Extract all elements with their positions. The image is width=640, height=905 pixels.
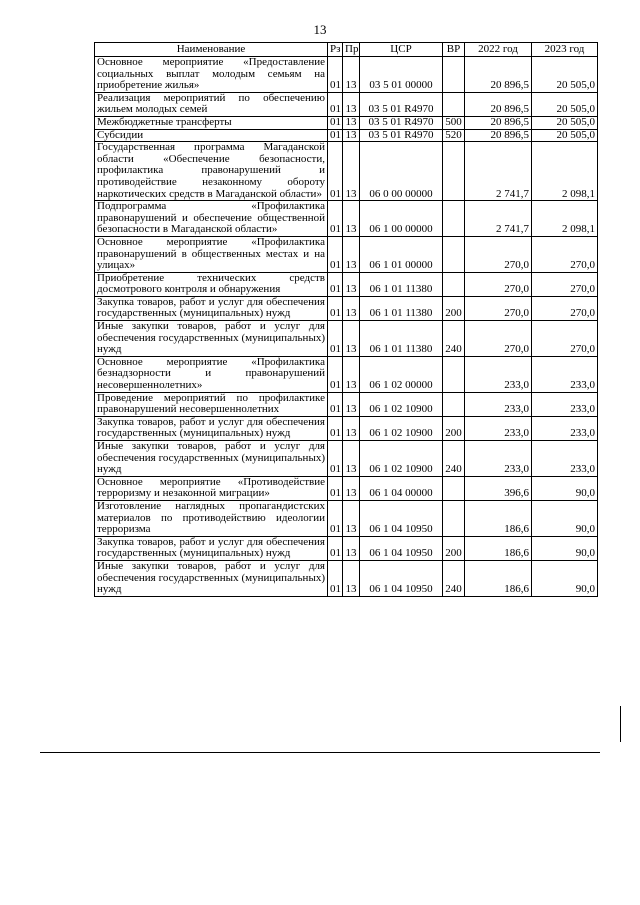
row-vr-cell	[443, 392, 465, 416]
table-row	[95, 392, 598, 416]
row-vr-cell	[443, 500, 465, 536]
row-2022-cell: 186,6	[465, 536, 532, 560]
col-header-csr: ЦСР	[360, 43, 443, 57]
table-row	[95, 116, 598, 129]
row-rz-cell: 01	[328, 116, 343, 129]
row-vr-cell	[443, 476, 465, 500]
table-row	[95, 296, 598, 320]
row-vr-cell	[443, 201, 465, 237]
row-rz-cell: 01	[328, 92, 343, 116]
col-header-2022: 2022 год	[465, 43, 532, 57]
row-pr-cell: 13	[343, 392, 360, 416]
row-name-cell: Основное мероприятие «Противодействие терроризму и незаконной миграции»	[95, 476, 328, 500]
row-2023-cell: 270,0	[532, 296, 598, 320]
table-row	[95, 129, 598, 142]
row-2022-cell: 233,0	[465, 356, 532, 392]
row-csr-cell: 06 0 00 00000	[360, 142, 443, 201]
row-2022-cell: 233,0	[465, 416, 532, 440]
row-csr-cell: 06 1 01 00000	[360, 236, 443, 272]
table-row	[95, 57, 598, 93]
row-rz-cell: 01	[328, 296, 343, 320]
row-name-cell: Подпрограмма «Профилактика правонарушений и обеспечение общественной безопасности в Магаданской области»	[95, 201, 328, 237]
row-csr-cell: 06 1 04 10950	[360, 560, 443, 596]
row-2023-cell: 20 505,0	[532, 57, 598, 93]
row-pr-cell: 13	[343, 236, 360, 272]
row-2022-cell: 396,6	[465, 476, 532, 500]
table-row	[95, 201, 598, 237]
col-header-name: Наименование	[95, 43, 328, 57]
table-row	[95, 416, 598, 440]
table-row	[95, 476, 598, 500]
row-2022-cell: 20 896,5	[465, 57, 532, 93]
row-pr-cell: 13	[343, 57, 360, 93]
col-header-2023: 2023 год	[532, 43, 598, 57]
page-bottom-rule	[40, 752, 600, 753]
row-pr-cell: 13	[343, 201, 360, 237]
row-2023-cell: 90,0	[532, 536, 598, 560]
row-vr-cell: 520	[443, 129, 465, 142]
row-name-cell: Государственная программа Магаданской области «Обеспечение безопасности, профилактика правонарушений и противодействие незаконному обороту наркотических средств в Магаданской области»	[95, 142, 328, 201]
row-vr-cell: 240	[443, 560, 465, 596]
row-rz-cell: 01	[328, 321, 343, 357]
row-2023-cell: 20 505,0	[532, 116, 598, 129]
row-2022-cell: 270,0	[465, 321, 532, 357]
page-number: 13	[313, 22, 327, 37]
row-csr-cell: 03 5 01 R4970	[360, 116, 443, 129]
row-2022-cell: 186,6	[465, 560, 532, 596]
table-row	[95, 536, 598, 560]
row-vr-cell	[443, 272, 465, 296]
row-pr-cell: 13	[343, 272, 360, 296]
row-csr-cell: 06 1 00 00000	[360, 201, 443, 237]
row-name-cell: Иные закупки товаров, работ и услуг для обеспечения государственных (муниципальных) нужд	[95, 560, 328, 596]
row-csr-cell: 06 1 02 10900	[360, 392, 443, 416]
row-pr-cell: 13	[343, 92, 360, 116]
row-rz-cell: 01	[328, 500, 343, 536]
row-2022-cell: 270,0	[465, 272, 532, 296]
row-2023-cell: 270,0	[532, 236, 598, 272]
col-header-rz: Рз	[328, 43, 343, 57]
row-name-cell: Изготовление наглядных пропагандистских материалов по противодействию идеологии терроризма	[95, 500, 328, 536]
row-vr-cell	[443, 236, 465, 272]
table-row	[95, 142, 598, 201]
row-name-cell: Закупка товаров, работ и услуг для обеспечения государственных (муниципальных) нужд	[95, 536, 328, 560]
margin-tick-line	[620, 706, 621, 742]
row-rz-cell: 01	[328, 356, 343, 392]
row-name-cell: Основное мероприятие «Профилактика правонарушений в общественных местах и на улицах»	[95, 236, 328, 272]
row-vr-cell	[443, 142, 465, 201]
table-row	[95, 441, 598, 477]
row-rz-cell: 01	[328, 416, 343, 440]
row-rz-cell: 01	[328, 272, 343, 296]
row-name-cell: Приобретение технических средств досмотрового контроля и обнаружения	[95, 272, 328, 296]
row-2022-cell: 186,6	[465, 500, 532, 536]
row-csr-cell: 06 1 02 10900	[360, 416, 443, 440]
row-2023-cell: 270,0	[532, 272, 598, 296]
row-name-cell: Основное мероприятие «Профилактика безнадзорности и правонарушений несовершеннолетних»	[95, 356, 328, 392]
row-rz-cell: 01	[328, 392, 343, 416]
row-2023-cell: 233,0	[532, 441, 598, 477]
table-row	[95, 92, 598, 116]
row-vr-cell: 500	[443, 116, 465, 129]
row-csr-cell: 06 1 02 00000	[360, 356, 443, 392]
table-row	[95, 272, 598, 296]
table-row	[95, 236, 598, 272]
row-name-cell: Проведение мероприятий по профилактике правонарушений несовершеннолетних	[95, 392, 328, 416]
row-rz-cell: 01	[328, 476, 343, 500]
row-2023-cell: 20 505,0	[532, 129, 598, 142]
row-pr-cell: 13	[343, 476, 360, 500]
row-2023-cell: 90,0	[532, 476, 598, 500]
row-name-cell: Межбюджетные трансферты	[95, 116, 328, 129]
row-name-cell: Закупка товаров, работ и услуг для обеспечения государственных (муниципальных) нужд	[95, 296, 328, 320]
table-row	[95, 321, 598, 357]
row-2022-cell: 270,0	[465, 296, 532, 320]
row-2023-cell: 2 098,1	[532, 201, 598, 237]
row-rz-cell: 01	[328, 142, 343, 201]
table-row	[95, 500, 598, 536]
row-2022-cell: 2 741,7	[465, 201, 532, 237]
row-2023-cell: 233,0	[532, 392, 598, 416]
row-rz-cell: 01	[328, 57, 343, 93]
row-csr-cell: 06 1 04 10950	[360, 500, 443, 536]
row-csr-cell: 06 1 01 11380	[360, 321, 443, 357]
row-name-cell: Иные закупки товаров, работ и услуг для обеспечения государственных (муниципальных) нужд	[95, 441, 328, 477]
row-pr-cell: 13	[343, 356, 360, 392]
row-rz-cell: 01	[328, 536, 343, 560]
row-csr-cell: 06 1 01 11380	[360, 272, 443, 296]
row-2022-cell: 233,0	[465, 441, 532, 477]
row-2023-cell: 20 505,0	[532, 92, 598, 116]
row-csr-cell: 03 5 01 00000	[360, 57, 443, 93]
row-vr-cell: 200	[443, 536, 465, 560]
row-csr-cell: 06 1 01 11380	[360, 296, 443, 320]
table-row	[95, 356, 598, 392]
row-vr-cell: 240	[443, 441, 465, 477]
row-2023-cell: 2 098,1	[532, 142, 598, 201]
col-header-vr: ВР	[443, 43, 465, 57]
row-2023-cell: 270,0	[532, 321, 598, 357]
row-rz-cell: 01	[328, 560, 343, 596]
row-name-cell: Закупка товаров, работ и услуг для обеспечения государственных (муниципальных) нужд	[95, 416, 328, 440]
row-pr-cell: 13	[343, 500, 360, 536]
row-vr-cell	[443, 356, 465, 392]
row-2023-cell: 90,0	[532, 560, 598, 596]
row-vr-cell: 240	[443, 321, 465, 357]
row-csr-cell: 03 5 01 R4970	[360, 129, 443, 142]
row-pr-cell: 13	[343, 560, 360, 596]
col-header-pr: Пр	[343, 43, 360, 57]
row-pr-cell: 13	[343, 129, 360, 142]
table-header-row	[95, 43, 598, 57]
row-2022-cell: 20 896,5	[465, 129, 532, 142]
row-2023-cell: 233,0	[532, 416, 598, 440]
row-name-cell: Реализация мероприятий по обеспечению жильем молодых семей	[95, 92, 328, 116]
row-vr-cell	[443, 92, 465, 116]
row-csr-cell: 06 1 04 10950	[360, 536, 443, 560]
row-2022-cell: 2 741,7	[465, 142, 532, 201]
row-2022-cell: 20 896,5	[465, 116, 532, 129]
budget-table	[94, 42, 598, 597]
row-pr-cell: 13	[343, 321, 360, 357]
row-rz-cell: 01	[328, 441, 343, 477]
row-rz-cell: 01	[328, 201, 343, 237]
table-row	[95, 560, 598, 596]
row-csr-cell: 03 5 01 R4970	[360, 92, 443, 116]
row-name-cell: Иные закупки товаров, работ и услуг для обеспечения государственных (муниципальных) нужд	[95, 321, 328, 357]
row-vr-cell: 200	[443, 296, 465, 320]
row-pr-cell: 13	[343, 536, 360, 560]
row-2022-cell: 270,0	[465, 236, 532, 272]
row-2022-cell: 20 896,5	[465, 92, 532, 116]
row-csr-cell: 06 1 04 00000	[360, 476, 443, 500]
row-2022-cell: 233,0	[465, 392, 532, 416]
row-rz-cell: 01	[328, 236, 343, 272]
row-2023-cell: 90,0	[532, 500, 598, 536]
row-vr-cell: 200	[443, 416, 465, 440]
row-2023-cell: 233,0	[532, 356, 598, 392]
row-name-cell: Субсидии	[95, 129, 328, 142]
row-pr-cell: 13	[343, 296, 360, 320]
row-pr-cell: 13	[343, 416, 360, 440]
row-name-cell: Основное мероприятие «Предоставление социальных выплат молодым семьям на приобретение жилья»	[95, 57, 328, 93]
row-rz-cell: 01	[328, 129, 343, 142]
row-pr-cell: 13	[343, 116, 360, 129]
table-body	[95, 57, 598, 597]
row-pr-cell: 13	[343, 142, 360, 201]
row-csr-cell: 06 1 02 10900	[360, 441, 443, 477]
row-vr-cell	[443, 57, 465, 93]
row-pr-cell: 13	[343, 441, 360, 477]
